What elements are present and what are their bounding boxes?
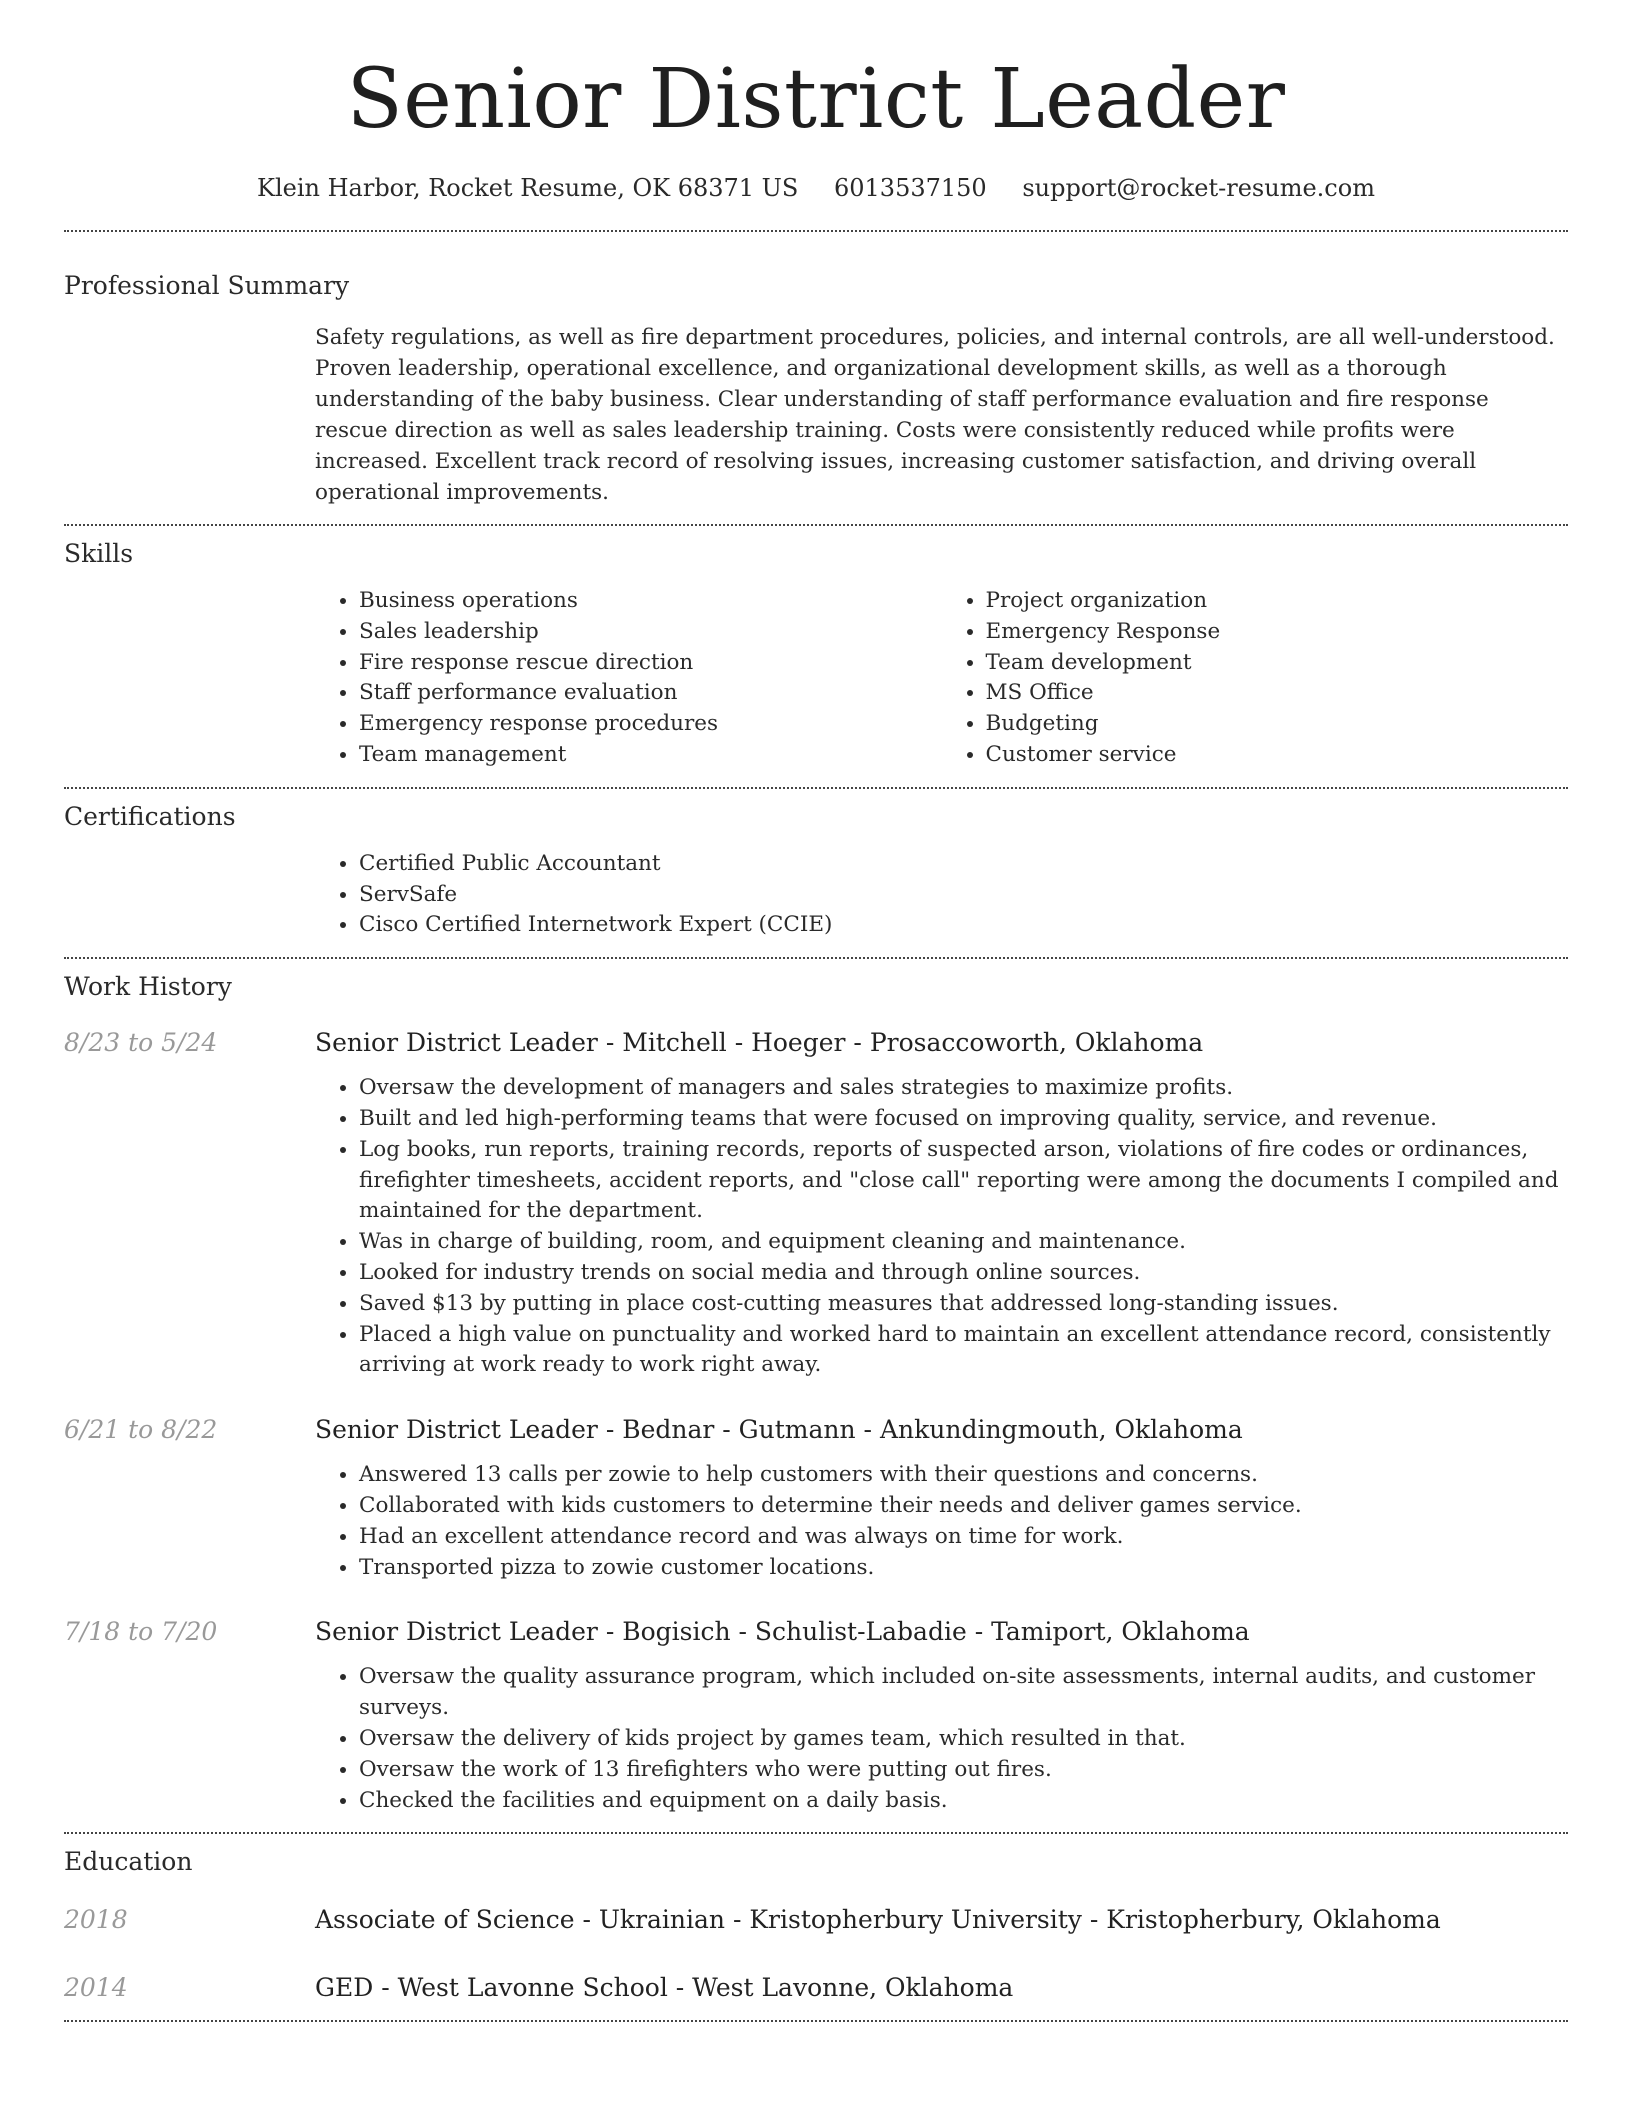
skill-item: • Staff performance evaluation — [359, 678, 942, 709]
divider — [64, 957, 1568, 959]
skill-item: • Team development — [986, 648, 1569, 679]
job-header — [64, 1616, 1568, 1648]
job-title: Senior District Leader - Mitchell - Hoeger - Prosaccoworth, Oklahoma — [315, 1028, 1204, 1058]
section-title-certifications: Certifications — [64, 801, 236, 831]
job-bullets — [315, 1460, 1568, 1583]
job-bullet: • Oversaw the quality assurance program, which included on-site assessments, internal audits, and customer surveys. — [359, 1662, 1568, 1724]
certifications-list — [315, 849, 1568, 941]
education-year: 2018 — [64, 1905, 128, 1935]
education-entry — [64, 1972, 1568, 2004]
divider — [64, 524, 1568, 526]
job-bullet: • Checked the facilities and equipment on a daily basis. — [359, 1786, 1568, 1817]
job-bullet: • Collaborated with kids customers to determine their needs and deliver games service. — [359, 1491, 1568, 1522]
education-detail: GED - West Lavonne School - West Lavonne, Oklahoma — [315, 1973, 1014, 2003]
education-detail: Associate of Science - Ukrainian - Kristopherbury University - Kristopherbury, Oklahoma — [315, 1905, 1441, 1935]
job-bullet: • Oversaw the development of managers and sales strategies to maximize profits. — [359, 1073, 1568, 1104]
job-bullet: • Built and led high-performing teams that were focused on improving quality, service, and revenue. — [359, 1104, 1568, 1135]
section-title-education: Education — [64, 1847, 193, 1877]
section-title-skills: Skills — [64, 539, 134, 568]
skill-item: • Fire response rescue direction — [359, 648, 942, 679]
summary-section — [64, 270, 1568, 508]
job-bullet: • Saved $13 by putting in place cost-cutting measures that addressed long-standing issues. — [359, 1289, 1568, 1320]
work-history-section — [64, 971, 1568, 1816]
job-bullets — [315, 1662, 1568, 1816]
contact-address: Klein Harbor, Rocket Resume, OK 68371 US — [257, 174, 799, 202]
resume-page — [64, 0, 1568, 2022]
job-title: Senior District Leader - Bednar - Gutmann - Ankundingmouth, Oklahoma — [315, 1415, 1243, 1445]
job-entry — [64, 1616, 1568, 1816]
job-bullet: • Oversaw the delivery of kids project by games team, which resulted in that. — [359, 1724, 1568, 1755]
job-bullet: • Looked for industry trends on social media and through online sources. — [359, 1258, 1568, 1289]
job-bullet: • Log books, run reports, training records, reports of suspected arson, violations of fire codes or ordinances, firefighter timesheets, accident reports, and "close call" reporting were among the documents I compiled and maintained for the department. — [359, 1135, 1568, 1227]
section-title-work-history: Work History — [64, 972, 232, 1002]
job-entry — [64, 1027, 1568, 1381]
certifications-body — [315, 849, 1568, 941]
certification-item: • ServSafe — [359, 880, 1568, 911]
skill-item: • Sales leadership — [359, 617, 942, 648]
skills-columns — [315, 586, 1568, 771]
job-header — [64, 1414, 1568, 1446]
job-bullet: • Had an excellent attendance record and was always on time for work. — [359, 1522, 1568, 1553]
education-section — [64, 1846, 1568, 2004]
job-dates: 6/21 to 8/22 — [64, 1415, 218, 1445]
skill-item: • Customer service — [986, 740, 1569, 771]
summary-text: Safety regulations, as well as fire department procedures, policies, and internal controls, are all well-understood. Proven leadership, operational excellence, and organizational development skills, as well as a thorough understanding of the baby business. Clear understanding of staff performance evaluation and fire response rescue direction as well as sales leadership training. Costs were consistently reduced while profits were increased. Excellent track record of resolving issues, increasing customer satisfaction, and driving overall operational improvements. — [315, 325, 1555, 505]
job-title: Senior District Leader - Bogisich - Schulist-Labadie - Tamiport, Oklahoma — [315, 1617, 1250, 1647]
skill-item: • MS Office — [986, 678, 1569, 709]
divider — [64, 2020, 1568, 2022]
job-entry — [64, 1414, 1568, 1583]
skill-item: • Business operations — [359, 586, 942, 617]
contact-phone: 6013537150 — [833, 174, 987, 202]
skill-item: • Budgeting — [986, 709, 1569, 740]
skill-item: • Project organization — [986, 586, 1569, 617]
education-year: 2014 — [64, 1973, 128, 2003]
education-entry — [64, 1904, 1568, 1936]
skills-list-left — [315, 586, 942, 771]
skill-item: • Emergency Response — [986, 617, 1569, 648]
skills-section — [64, 538, 1568, 771]
divider — [64, 1832, 1568, 1834]
contact-line — [64, 172, 1568, 204]
divider — [64, 230, 1568, 232]
job-bullet: • Placed a high value on punctuality and worked hard to maintain an excellent attendance record, consistently arriving at work ready to work right away. — [359, 1320, 1568, 1382]
job-bullet: • Oversaw the work of 13 firefighters who were putting out fires. — [359, 1755, 1568, 1786]
skills-list-right — [942, 586, 1569, 771]
certifications-section — [64, 801, 1568, 941]
job-dates: 8/23 to 5/24 — [64, 1028, 218, 1058]
job-bullets — [315, 1073, 1568, 1381]
certification-item: • Cisco Certified Internetwork Expert (CCIE) — [359, 910, 1568, 941]
job-bullet: • Was in charge of building, room, and equipment cleaning and maintenance. — [359, 1227, 1568, 1258]
skill-item: • Team management — [359, 740, 942, 771]
job-header — [64, 1027, 1568, 1059]
job-dates: 7/18 to 7/20 — [64, 1617, 218, 1647]
resume-name: Senior District Leader — [346, 52, 1286, 147]
skill-item: • Emergency response procedures — [359, 709, 942, 740]
section-title-summary: Professional Summary — [64, 271, 350, 300]
certification-item: • Certified Public Accountant — [359, 849, 1568, 880]
job-bullet: • Transported pizza to zowie customer locations. — [359, 1553, 1568, 1584]
job-bullet: • Answered 13 calls per zowie to help customers with their questions and concerns. — [359, 1460, 1568, 1491]
contact-email: support@rocket-resume.com — [1022, 174, 1375, 202]
divider — [64, 787, 1568, 789]
